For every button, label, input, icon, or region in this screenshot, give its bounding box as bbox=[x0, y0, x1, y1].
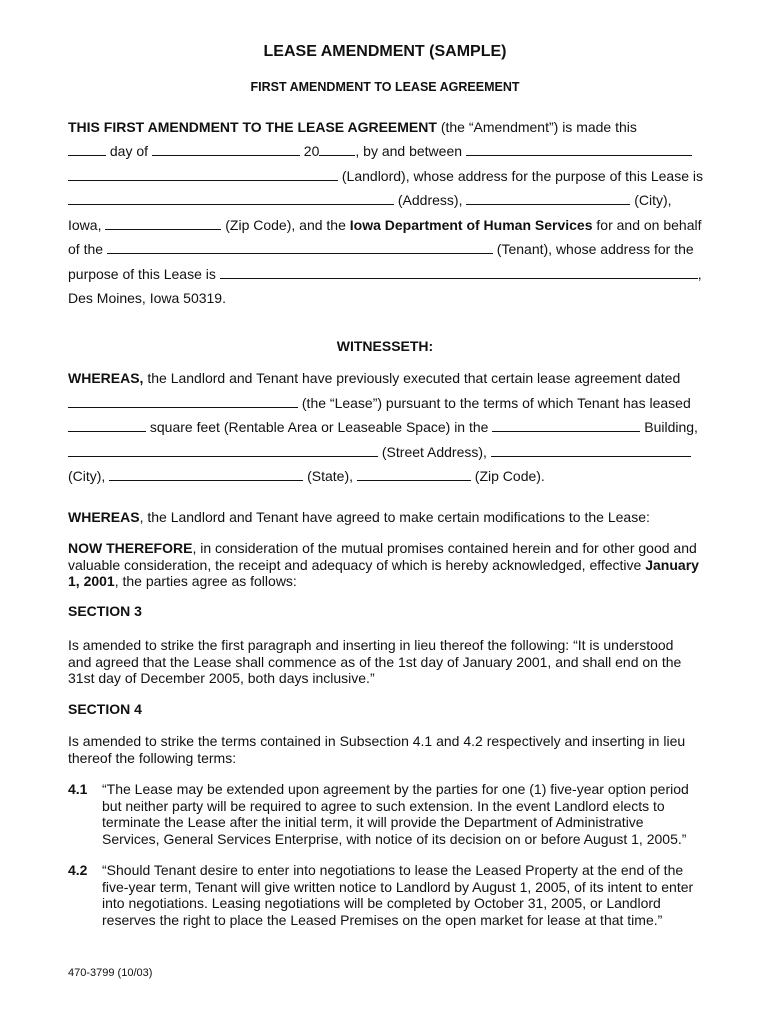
now-therefore-text-2: , the parties agree as follows: bbox=[114, 573, 297, 589]
year-blank[interactable] bbox=[319, 141, 355, 156]
department-name: Iowa Department of Human Services bbox=[349, 217, 593, 233]
intro-line-5-text-a: Iowa, bbox=[68, 217, 106, 233]
whereas1-line-2-text: (the “Lease”) pursuant to the terms of which Tenant has leased bbox=[298, 395, 691, 411]
intro-line-4 bbox=[68, 190, 700, 210]
whereas1-line-4-text: (Street Address), bbox=[378, 444, 491, 460]
landlord-city-blank[interactable] bbox=[466, 190, 630, 205]
city-blank[interactable] bbox=[109, 466, 303, 481]
intro-line-3 bbox=[68, 166, 703, 186]
now-therefore-text-1: , in consideration of the mutual promises contained herein and for other good and valuable consideration, the receipt and adequacy of which is hereby acknowledged, effective bbox=[68, 540, 697, 573]
lease-date-blank[interactable] bbox=[68, 393, 298, 408]
landlord-zip-blank[interactable] bbox=[105, 215, 221, 230]
intro-line-6-text-b: (Tenant), whose address for the bbox=[492, 241, 694, 257]
intro-line-5 bbox=[68, 215, 700, 235]
witnesseth-heading: WITNESSETH: bbox=[336, 338, 434, 354]
tenant-address-blank[interactable] bbox=[220, 264, 698, 279]
street-address-blank[interactable] bbox=[68, 442, 378, 457]
subsection-text: “Should Tenant desire to enter into negotiations to lease the Leased Property at the end of the five-year term, Tenant will give written notice to Landlord by August 1, 2005, of its intent to enter into negotiations. Leasing negotiations will be completed by October 31, 2005, or Landlord reserves the right to place the Leased Premises on the open market for lease at that time.” bbox=[102, 862, 694, 928]
whereas1-line-1-text: the Landlord and Tenant have previously executed that certain lease agreement dated bbox=[143, 370, 681, 386]
whereas2-text: , the Landlord and Tenant have agreed to make certain modifications to the Lease: bbox=[139, 509, 650, 525]
whereas1-line-3-text-a: square feet (Rentable Area or Leaseable Space) in the bbox=[146, 419, 493, 435]
whereas1-line-3 bbox=[68, 417, 700, 437]
tenant-blank[interactable] bbox=[107, 239, 493, 254]
whereas1-line-5 bbox=[68, 466, 700, 486]
whereas1-bold: WHEREAS, bbox=[68, 370, 144, 386]
intro-line-8: Des Moines, Iowa 50319. bbox=[68, 290, 226, 306]
intro-line-5-text-b: (Zip Code), and the bbox=[221, 217, 350, 233]
intro-line-1-text: (the “Amendment”) is made this bbox=[436, 119, 637, 135]
whereas1-line-4 bbox=[68, 442, 700, 462]
section-4-text: Is amended to strike the terms contained in Subsection 4.1 and 4.2 respectively and inserting in lieu thereof the following terms: bbox=[68, 733, 686, 766]
intro-line-2 bbox=[68, 141, 700, 161]
month-blank[interactable] bbox=[152, 141, 300, 156]
section-3-heading: SECTION 3 bbox=[68, 603, 142, 619]
whereas2-paragraph bbox=[68, 509, 700, 526]
intro-line-2-text-a: day of bbox=[106, 143, 152, 159]
section-3-text: Is amended to strike the first paragraph and inserting in lieu thereof the following: “It is understood and agreed that the Lease shall commence as of the 1st day of January 2001, and shall end on the 31st day of December 2005, both days inclusive.” bbox=[68, 637, 682, 686]
whereas1-line-3-text-b: Building, bbox=[640, 419, 698, 435]
whereas2-bold: WHEREAS bbox=[68, 509, 140, 525]
building-blank[interactable] bbox=[492, 417, 640, 432]
intro-bold-heading: THIS FIRST AMENDMENT TO THE LEASE AGREEMENT bbox=[68, 119, 437, 135]
intro-line-7 bbox=[68, 264, 700, 284]
intro-line-6-text-a: of the bbox=[68, 241, 107, 257]
state-blank[interactable] bbox=[357, 466, 471, 481]
whereas1-line-1 bbox=[68, 368, 700, 388]
form-number-footer: 470-3799 (10/03) bbox=[68, 967, 153, 979]
subsection-text: “The Lease may be extended upon agreement by the parties for one (1) five-year option period but neither party will be required to agree to such extension. In the event Landlord elects to terminate the Lease after the initial term, it will provide the Department of Administrative Services, General Services Enterprise, with notice of its decision on or before August 1, 2005.” bbox=[102, 781, 689, 847]
subsection-4-1 bbox=[68, 781, 700, 847]
square-feet-blank[interactable] bbox=[68, 417, 146, 432]
intro-line-7-text-b: , bbox=[697, 266, 702, 282]
subsection-4-2 bbox=[68, 862, 700, 928]
subsection-number: 4.1 bbox=[68, 781, 88, 797]
document-subtitle: FIRST AMENDMENT TO LEASE AGREEMENT bbox=[250, 80, 520, 94]
document-title: LEASE AMENDMENT (SAMPLE) bbox=[263, 43, 507, 60]
intro-line-4-text-a: (Address), bbox=[394, 192, 467, 208]
intro-line-2-text-b: 20 bbox=[299, 143, 320, 159]
intro-line-5-text-c: for and on behalf bbox=[592, 217, 702, 233]
landlord-address-blank[interactable] bbox=[68, 190, 394, 205]
whereas1-line-5-text-b: (State), bbox=[303, 468, 357, 484]
effective-date: January 1, 2001 bbox=[68, 556, 699, 589]
intro-line-1 bbox=[68, 117, 700, 137]
intro-line-4-text-b: (City), bbox=[630, 192, 672, 208]
intro-line-7-text-a: purpose of this Lease is bbox=[68, 266, 220, 282]
now-therefore-bold: NOW THEREFORE bbox=[68, 540, 193, 556]
intro-line-6 bbox=[68, 239, 700, 259]
whereas1-line-5-text-a: (City), bbox=[68, 468, 110, 484]
street-address-extra-blank[interactable] bbox=[491, 442, 691, 457]
intro-line-3-text: (Landlord), whose address for the purpose of this Lease is bbox=[338, 168, 703, 184]
intro-line-2-text-c: , by and between bbox=[355, 143, 466, 159]
whereas1-line-2 bbox=[68, 393, 700, 413]
day-blank[interactable] bbox=[68, 141, 106, 156]
section-4-heading: SECTION 4 bbox=[68, 701, 142, 717]
landlord-name-blank[interactable] bbox=[466, 141, 692, 156]
subsection-number: 4.2 bbox=[68, 862, 88, 878]
now-therefore-paragraph bbox=[68, 540, 700, 590]
landlord-blank[interactable] bbox=[68, 166, 338, 181]
whereas1-line-5-text-c: (Zip Code). bbox=[470, 468, 545, 484]
